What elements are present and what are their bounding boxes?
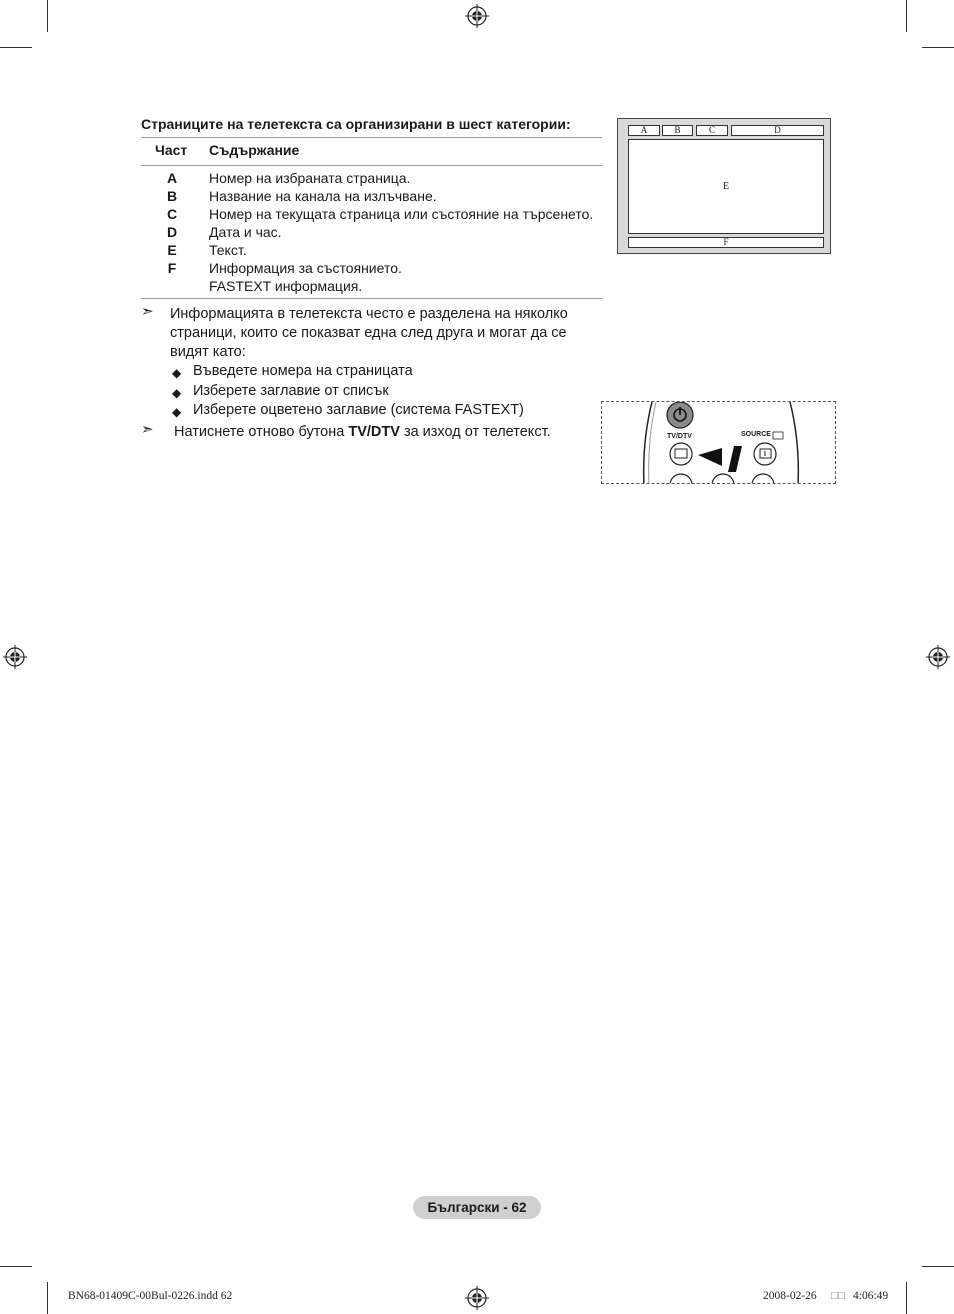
note-arrow-icon: ➣ [141, 303, 154, 320]
row-description: Название на канала на излъчване. [209, 188, 437, 204]
row-description: Текст. [209, 242, 247, 258]
registration-mark-icon [3, 645, 27, 669]
table-top-rule [141, 137, 602, 138]
source-label: SOURCE [741, 431, 771, 438]
row-letter: F [167, 260, 177, 276]
note-text-prefix: Натиснете отново бутона [174, 424, 345, 440]
region-e [628, 139, 824, 234]
region-f [628, 237, 824, 248]
bullet-text: Изберете заглавие от списък [193, 383, 389, 399]
region-d-label: D [774, 125, 781, 135]
row-description: FASTEXT информация. [209, 278, 363, 294]
row-description: Номер на избраната страница. [209, 170, 411, 186]
tv-dtv-button-name: TV/DTV [348, 424, 400, 440]
region-f-label: F [723, 237, 729, 247]
region-e-label: E [722, 181, 730, 192]
table-bottom-rule [141, 298, 602, 299]
row-letter: C [166, 206, 178, 222]
note-text-suffix: за изход от телетекст. [403, 424, 551, 440]
page-number-badge: Български - 62 [413, 1196, 541, 1219]
bullet-text: Въведете номера на страницата [193, 363, 413, 379]
registration-mark-icon [465, 1286, 489, 1310]
note-arrow-icon: ➣ [141, 421, 154, 438]
column-header-part: Част [155, 142, 188, 158]
crop-mark [47, 1282, 48, 1314]
region-c-label: C [708, 125, 715, 135]
footer-time: 4:06:49 [853, 1290, 889, 1302]
row-letter: B [166, 188, 178, 204]
region-a-label: A [640, 125, 648, 135]
region-b [662, 125, 693, 136]
row-description: Дата и час. [209, 224, 282, 240]
column-header-content: Съдържание [209, 142, 300, 158]
region-d [731, 125, 824, 136]
registration-mark-icon [926, 645, 950, 669]
crop-mark [0, 47, 32, 48]
note-line: страници, които се показват една след друга и могат да се [170, 325, 567, 341]
footer-date: 2008-02-26 [763, 1290, 817, 1302]
bullet-text: Изберете оцветено заглавие (система FASTEXT) [193, 402, 524, 418]
remote-control-illustration [601, 401, 836, 484]
row-description: Информация за състоянието. [209, 260, 402, 276]
region-b-label: B [674, 125, 681, 135]
diamond-bullet-icon: ◆ [172, 405, 182, 419]
remote-body-icon [602, 402, 836, 484]
diamond-bullet-icon: ◆ [172, 386, 182, 400]
note-line: видят като: [170, 344, 246, 360]
region-a [628, 125, 660, 136]
row-letter: E [167, 242, 177, 258]
note-line: Информацията в телетекста често е разделена на няколко [170, 306, 568, 322]
row-description: Номер на текущата страница или състояние на търсенето. [209, 206, 594, 222]
region-c [696, 125, 728, 136]
crop-mark [47, 0, 48, 32]
footer-garbled-text: □□ [831, 1290, 845, 1302]
table-header-rule [141, 165, 602, 166]
teletext-layout-diagram [617, 118, 831, 254]
crop-mark [0, 1266, 32, 1267]
section-heading: Страниците на телетекста са организирани в шест категории: [141, 116, 571, 132]
diamond-bullet-icon: ◆ [172, 366, 182, 380]
footer-file-info: BN68-01409C-00Bul-0226.indd 62 [68, 1290, 233, 1302]
row-letter: A [166, 170, 178, 186]
registration-mark-icon [465, 4, 489, 28]
exit-teletext-note [174, 423, 551, 442]
crop-mark [922, 47, 954, 48]
crop-mark [922, 1266, 954, 1267]
tv-dtv-label: TV/DTV [667, 433, 692, 440]
row-letter: D [166, 224, 178, 240]
crop-mark [906, 0, 907, 32]
crop-mark [906, 1282, 907, 1314]
